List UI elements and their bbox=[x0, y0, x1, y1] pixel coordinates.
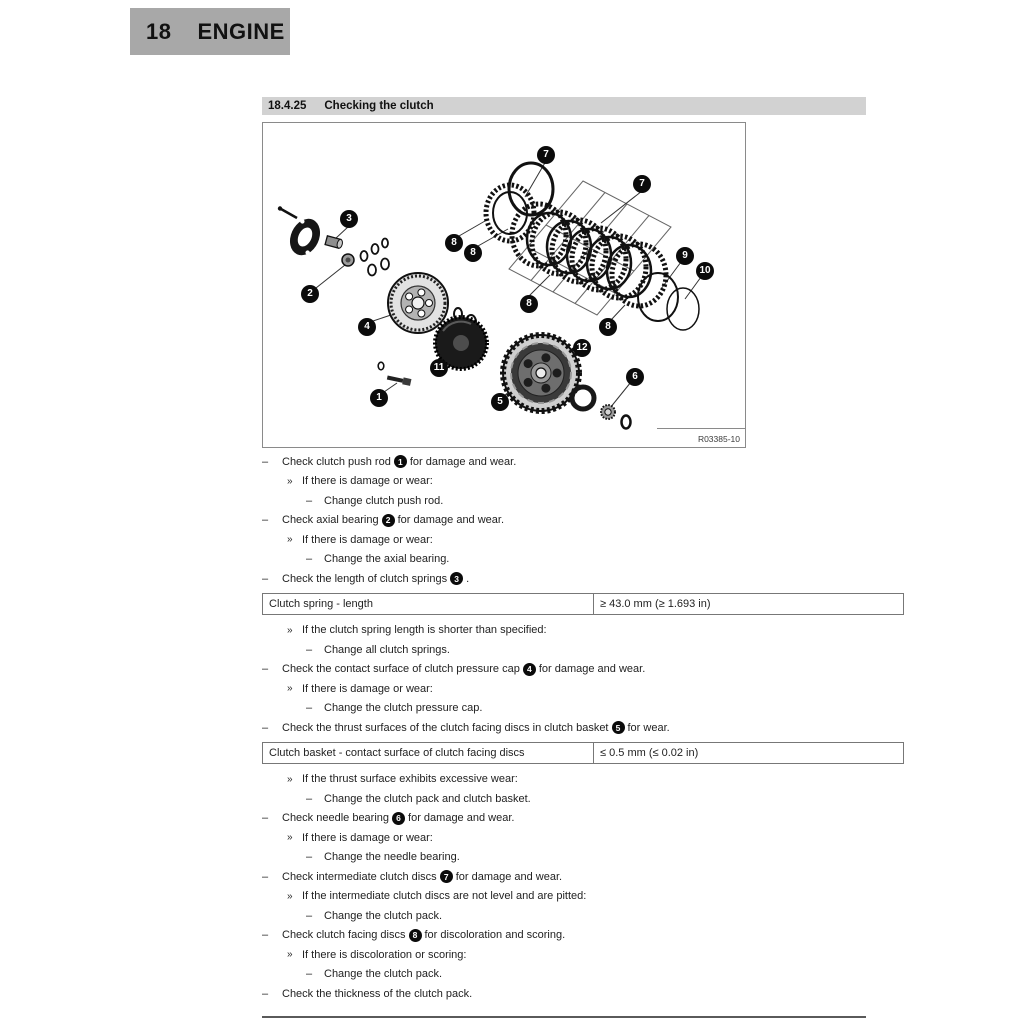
instruction-item bbox=[262, 621, 866, 641]
figure-ref-separator bbox=[657, 428, 745, 429]
end-oring-drawing bbox=[622, 416, 631, 429]
needle-bearing-part6-drawing bbox=[601, 405, 615, 419]
instruction-text: Check the thrust surfaces of the clutch facing discs in clutch basket bbox=[282, 721, 609, 734]
chapter-header bbox=[130, 8, 290, 55]
callout-badge-inline: 7 bbox=[440, 870, 453, 883]
section-heading bbox=[262, 97, 866, 115]
bullet-arrow: » bbox=[287, 624, 293, 636]
callout-badge-inline: 8 bbox=[409, 929, 422, 942]
rod-oring-drawing bbox=[378, 362, 384, 370]
bullet-dash: – bbox=[306, 792, 313, 805]
instruction-item bbox=[262, 472, 866, 492]
bullet-arrow: » bbox=[287, 773, 293, 785]
figure-callout: 5 bbox=[491, 393, 509, 411]
callout-badge-inline: 4 bbox=[523, 663, 536, 676]
instruction-text: If there is damage or wear: bbox=[302, 475, 433, 488]
bullet-dash: – bbox=[306, 702, 313, 715]
push-rod-bolt-drawing bbox=[278, 206, 297, 218]
bullet-dash: – bbox=[262, 929, 269, 942]
instruction-item bbox=[262, 699, 866, 719]
callout-badge-inline: 5 bbox=[612, 721, 625, 734]
instruction-item bbox=[262, 660, 866, 680]
bushing-part3-drawing bbox=[325, 236, 343, 249]
instruction-item bbox=[262, 569, 866, 589]
instruction-text: for damage and wear. bbox=[409, 455, 517, 468]
instruction-text: Change clutch push rod. bbox=[324, 494, 444, 507]
figure-callout: 6 bbox=[626, 368, 644, 386]
bullet-arrow: » bbox=[287, 475, 293, 487]
section-number: 18.4.25 bbox=[268, 100, 307, 112]
bullet-dash: – bbox=[262, 870, 269, 883]
callout-badge-inline: 1 bbox=[394, 455, 407, 468]
axial-bearing-part2-drawing bbox=[342, 254, 354, 266]
chapter-title: ENGINE bbox=[197, 18, 285, 44]
instruction-list bbox=[262, 452, 866, 1004]
bullet-dash: – bbox=[262, 721, 269, 734]
instruction-item bbox=[262, 679, 866, 699]
instruction-item bbox=[262, 809, 866, 829]
instruction-item bbox=[262, 550, 866, 570]
instruction-text: Change the clutch pack and clutch basket. bbox=[324, 792, 531, 805]
instruction-text: for discoloration and scoring. bbox=[424, 929, 566, 942]
bullet-arrow: » bbox=[287, 890, 293, 902]
instruction-text: If there is discoloration or scoring: bbox=[302, 948, 467, 961]
spec-value: ≤ 0.5 mm (≤ 0.02 in) bbox=[594, 742, 904, 763]
instruction-text: Change the clutch pressure cap. bbox=[324, 702, 483, 715]
figure-callout: 11 bbox=[430, 359, 448, 377]
bullet-dash: – bbox=[262, 514, 269, 527]
section-title: Checking the clutch bbox=[324, 100, 434, 112]
instruction-item bbox=[262, 867, 866, 887]
spec-value: ≥ 43.0 mm (≥ 1.693 in) bbox=[594, 593, 904, 614]
exploded-view-figure bbox=[262, 122, 746, 448]
bullet-dash: – bbox=[262, 572, 269, 585]
instruction-text: If there is damage or wear: bbox=[302, 831, 433, 844]
instruction-text: Change the axial bearing. bbox=[324, 553, 450, 566]
instruction-item bbox=[262, 887, 866, 907]
instruction-text: Change the clutch pack. bbox=[324, 909, 443, 922]
instruction-text: If the clutch spring length is shorter than specified: bbox=[302, 624, 547, 637]
instruction-item bbox=[262, 965, 866, 985]
bullet-dash: – bbox=[262, 455, 269, 468]
instruction-item bbox=[262, 828, 866, 848]
table-row bbox=[263, 742, 904, 763]
bullet-dash: – bbox=[306, 968, 313, 981]
bullet-dash: – bbox=[306, 494, 313, 507]
figure-callout: 10 bbox=[696, 262, 714, 280]
spec-label: Clutch basket - contact surface of clutch facing discs bbox=[263, 742, 594, 763]
instruction-item bbox=[262, 491, 866, 511]
basket-washer-drawing bbox=[572, 387, 594, 409]
instruction-text: Change the clutch pack. bbox=[324, 968, 443, 981]
spec-label: Clutch spring - length bbox=[263, 593, 594, 614]
instruction-text: Check the length of clutch springs bbox=[282, 572, 448, 585]
instruction-text: If the thrust surface exhibits excessive wear: bbox=[302, 773, 518, 786]
instruction-text: . bbox=[466, 572, 470, 585]
instruction-text: If the intermediate clutch discs are not level and are pitted: bbox=[302, 890, 587, 903]
instruction-text: Check the contact surface of clutch pressure cap bbox=[282, 663, 520, 676]
figure-callout: 8 bbox=[599, 318, 617, 336]
bullet-dash: – bbox=[306, 851, 313, 864]
instruction-item bbox=[262, 945, 866, 965]
figure-callout: 2 bbox=[301, 285, 319, 303]
figure-callout: 3 bbox=[340, 210, 358, 228]
instruction-item bbox=[262, 770, 866, 790]
washer-set-drawing bbox=[361, 239, 390, 276]
figure-reference-code: R03385-10 bbox=[697, 434, 740, 444]
clutch-basket-part5-drawing bbox=[503, 335, 579, 411]
instruction-item bbox=[262, 789, 866, 809]
bullet-arrow: » bbox=[287, 534, 293, 546]
instruction-text: for wear. bbox=[627, 721, 670, 734]
figure-callout: 8 bbox=[464, 244, 482, 262]
instruction-text: for damage and wear. bbox=[455, 870, 563, 883]
callout-badge-inline: 6 bbox=[392, 812, 405, 825]
page-footer-rule bbox=[262, 1016, 866, 1018]
chapter-number: 18 bbox=[146, 18, 172, 44]
instruction-text: Check the thickness of the clutch pack. bbox=[282, 987, 473, 1000]
figure-callout: 8 bbox=[445, 234, 463, 252]
bullet-dash: – bbox=[262, 812, 269, 825]
instruction-text: Check needle bearing bbox=[282, 812, 390, 825]
instruction-text: Change all clutch springs. bbox=[324, 643, 450, 656]
instruction-text: Check intermediate clutch discs bbox=[282, 870, 437, 883]
instruction-item bbox=[262, 984, 866, 1004]
instruction-text: for damage and wear. bbox=[397, 514, 505, 527]
instruction-item bbox=[262, 530, 866, 550]
gasket-drawing bbox=[284, 214, 325, 260]
callout-badge-inline: 3 bbox=[450, 572, 463, 585]
figure-callout: 4 bbox=[358, 318, 376, 336]
figure-callout: 9 bbox=[676, 247, 694, 265]
instruction-text: for damage and wear. bbox=[408, 812, 515, 825]
instruction-text: Check clutch facing discs bbox=[282, 929, 406, 942]
bullet-dash: – bbox=[262, 987, 269, 1000]
bullet-dash: – bbox=[262, 663, 269, 676]
instruction-item bbox=[262, 511, 866, 531]
instruction-item bbox=[262, 906, 866, 926]
instruction-item bbox=[262, 718, 866, 738]
push-rod-part1-drawing bbox=[387, 374, 412, 386]
bullet-dash: – bbox=[306, 909, 313, 922]
bullet-dash: – bbox=[306, 553, 313, 566]
instruction-text: If there is damage or wear: bbox=[302, 682, 433, 695]
bullet-arrow: » bbox=[287, 683, 293, 695]
bullet-arrow: » bbox=[287, 949, 293, 961]
figure-callout: 12 bbox=[573, 339, 591, 357]
figure-callout: 7 bbox=[633, 175, 651, 193]
disc-stack-drawing bbox=[512, 204, 666, 306]
instruction-item bbox=[262, 640, 866, 660]
table-row bbox=[263, 593, 904, 614]
instruction-item bbox=[262, 848, 866, 868]
bullet-arrow: » bbox=[287, 832, 293, 844]
instruction-text: If there is damage or wear: bbox=[302, 533, 433, 546]
instruction-item bbox=[262, 926, 866, 946]
ring-9-10-drawing bbox=[638, 273, 699, 330]
spec-table-clutch-spring bbox=[262, 593, 904, 615]
pressure-cap-part4-drawing bbox=[388, 273, 448, 333]
figure-callout: 8 bbox=[520, 295, 538, 313]
instruction-text: Check clutch push rod bbox=[282, 455, 391, 468]
instruction-item bbox=[262, 452, 866, 472]
callout-badge-inline: 2 bbox=[382, 514, 395, 527]
spec-table-clutch-basket bbox=[262, 742, 904, 764]
figure-callout: 7 bbox=[537, 146, 555, 164]
instruction-text: Check axial bearing bbox=[282, 514, 379, 527]
instruction-text: for damage and wear. bbox=[538, 663, 646, 676]
figure-callout: 1 bbox=[370, 389, 388, 407]
bullet-dash: – bbox=[306, 643, 313, 656]
instruction-text: Change the needle bearing. bbox=[324, 851, 460, 864]
